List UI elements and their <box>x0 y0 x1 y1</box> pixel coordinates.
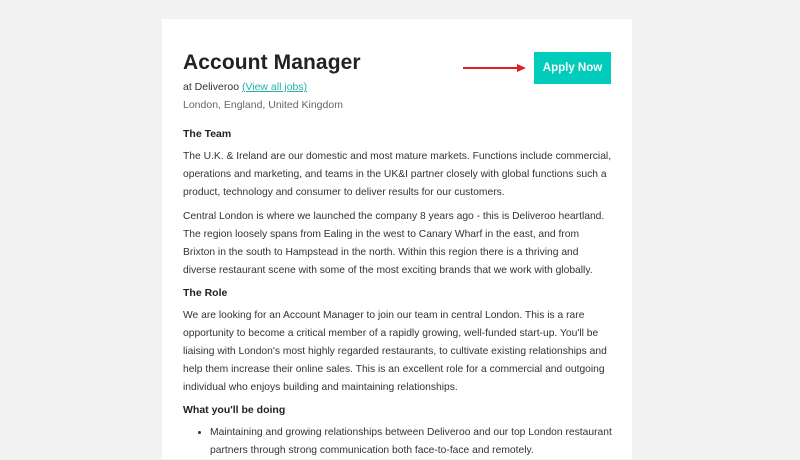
view-all-jobs-link[interactable]: (View all jobs) <box>241 81 308 93</box>
job-description <box>183 127 613 460</box>
arrow-right-icon <box>463 63 527 73</box>
role-paragraph-1: We are looking for an Account Manager to join our team in central London. This is a rare opportunity to become a critical member of a rapidly growing, well-funded start-up. You'll be liaising with London's most highly regarded restaurants, to cultivate existing relationships and help them increase their online sales. This is an excellent role for a commercial and outgoing individual who enjoys building and maintaining relationships. <box>183 310 607 393</box>
list-item: • Maintaining and growing relationships between Deliveroo and our top London restaurant partners through strong communication both face-to-face and remotely. <box>210 424 613 460</box>
job-posting-card <box>162 19 632 459</box>
doing-list <box>183 424 613 460</box>
team-paragraph-1: The U.K. & Ireland are our domestic and most mature markets. Functions include commercial, operations and marketing, and teams in the UK&I partner closely with global functions such a product, technology and consumer to deliver results for our customers. <box>183 151 612 198</box>
section-heading-doing: What you'll be doing <box>183 404 286 416</box>
section-heading-team: The Team <box>183 128 232 140</box>
job-location: London, England, United Kingdom <box>183 99 343 111</box>
apply-now-button[interactable]: Apply Now <box>534 52 611 84</box>
job-title: Account Manager <box>183 51 361 74</box>
team-paragraph-2: Central London is where we launched the company 8 years ago - this is Deliveroo heartland. The region loosely spans from Ealing in the west to Canary Wharf in the east, and from Brixton in the south to Hampstead in the north. Within this region there is a thriving and diverse restaurant scene with some of the most exciting brands that we work with globally. <box>183 211 605 276</box>
company-name: at Deliveroo <box>183 81 240 93</box>
section-heading-role: The Role <box>183 287 228 299</box>
company-line <box>183 81 307 93</box>
